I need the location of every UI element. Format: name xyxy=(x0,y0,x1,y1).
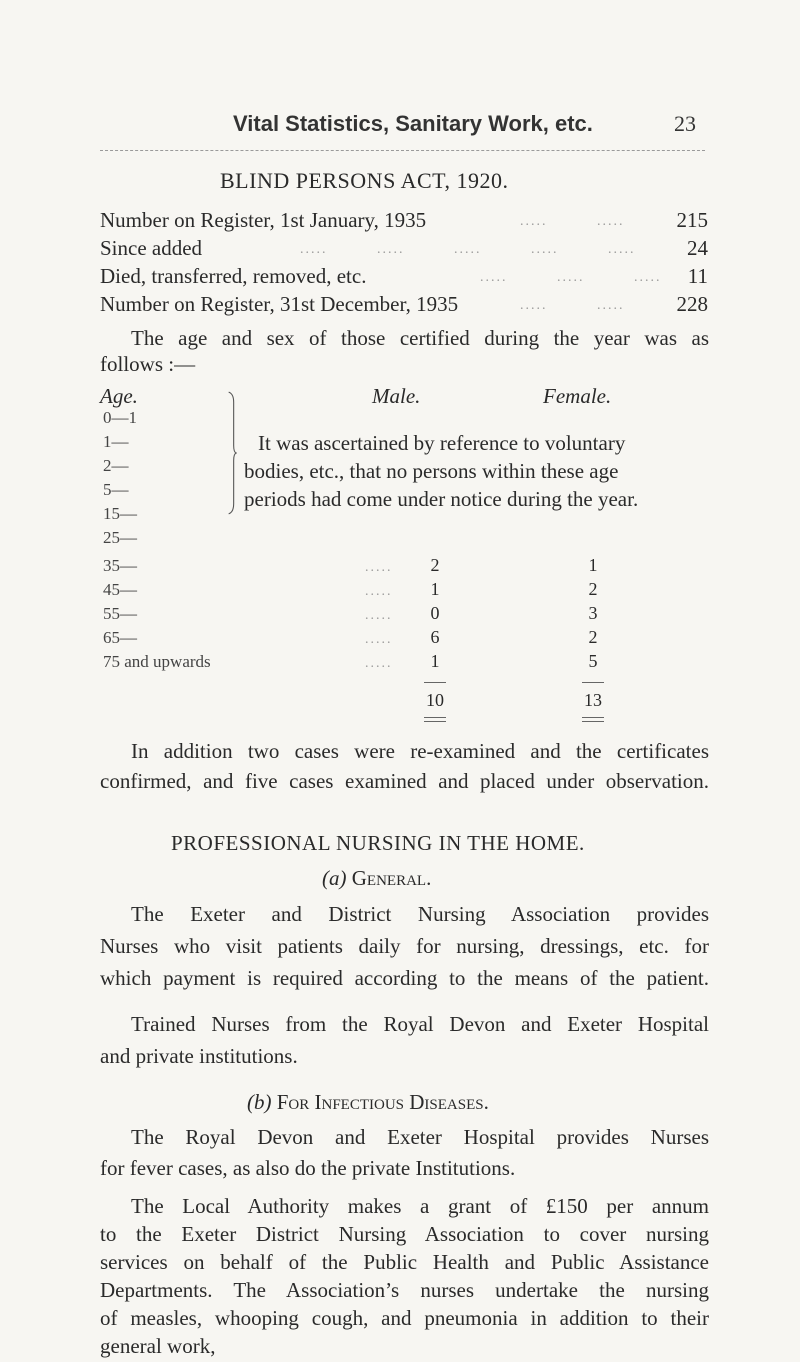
male-total: 10 xyxy=(426,690,444,710)
total-double-rule xyxy=(582,717,604,722)
bracket-note: It was ascertained by reference to voluntary xyxy=(258,431,626,455)
intro-line: follows :— xyxy=(100,352,196,376)
age-label: 55— xyxy=(103,604,137,623)
nursing-para-line: general work, xyxy=(100,1334,216,1358)
col-male-header: Male. xyxy=(372,384,421,408)
infectious-heading-text: For Infectious Diseases. xyxy=(276,1090,489,1114)
nursing-title: PROFESSIONAL NURSING IN THE HOME. xyxy=(171,831,585,855)
bracket-note: periods had come under notice during the year. xyxy=(244,487,639,511)
age-label: 45— xyxy=(103,580,137,599)
leader-dots: ..... ..... xyxy=(520,214,625,229)
running-header-title: Vital Statistics, Sanitary Work, etc. xyxy=(233,111,593,136)
age-label: 35— xyxy=(103,556,137,575)
bracket-brace xyxy=(227,378,237,528)
leader-dots: ..... xyxy=(365,608,393,623)
nursing-para-line: Nurses who visit patients daily for nursing, dressings, etc. for xyxy=(100,934,709,958)
register-row-label: Number on Register, 31st December, 1935 xyxy=(100,292,459,316)
nursing-para-line: The Local Authority makes a grant of £150 per annum xyxy=(131,1194,709,1218)
addition-line: confirmed, and five cases examined and placed under observation. xyxy=(100,769,709,793)
register-row-value: 228 xyxy=(676,292,708,316)
nursing-para-line: to the Exeter District Nursing Association to cover nursing xyxy=(100,1222,709,1246)
female-count: 2 xyxy=(588,579,598,599)
total-rule xyxy=(424,682,446,683)
male-count: 1 xyxy=(430,579,440,599)
male-count: 0 xyxy=(430,603,440,623)
intro-line: The age and sex of those certified during the year was as xyxy=(131,326,709,350)
bracket-note: bodies, etc., that no persons within these age xyxy=(244,459,619,483)
nursing-para-line: which payment is required according to the means of the patient. xyxy=(100,966,709,990)
page-number: 23 xyxy=(674,111,696,136)
age-label: 65— xyxy=(103,628,137,647)
male-count: 1 xyxy=(430,651,440,671)
leader-dots: ..... ..... ..... xyxy=(480,270,662,285)
nursing-para-line: The Exeter and District Nursing Association provides xyxy=(131,902,709,926)
blind-act-title: BLIND PERSONS ACT, 1920. xyxy=(220,168,509,193)
register-row-label: Since added xyxy=(100,236,203,260)
register-row-label: Number on Register, 1st January, 1935 xyxy=(100,208,427,232)
female-count: 5 xyxy=(588,651,598,671)
nursing-para-line: The Royal Devon and Exeter Hospital provides Nurses xyxy=(131,1125,709,1149)
col-female-header: Female. xyxy=(543,384,612,408)
total-double-rule xyxy=(424,717,446,722)
infectious-heading-prefix: (b) xyxy=(247,1090,272,1114)
nursing-para-line: Trained Nurses from the Royal Devon and Exeter Hospital xyxy=(131,1012,709,1036)
leader-dots: ..... ..... ..... ..... ..... xyxy=(300,242,636,257)
male-count: 2 xyxy=(430,555,440,575)
col-age-header: Age. xyxy=(100,384,138,408)
female-count: 2 xyxy=(588,627,598,647)
general-heading-prefix: (a) xyxy=(322,866,347,890)
leader-dots: ..... xyxy=(365,632,393,647)
register-row-value: 11 xyxy=(687,264,708,288)
leader-dots: ..... ..... xyxy=(520,298,625,313)
addition-line: In addition two cases were re-examined and the certificates xyxy=(131,739,709,763)
nursing-para-line: Departments. The Association’s nurses undertake the nursing xyxy=(100,1278,709,1302)
total-rule xyxy=(582,682,604,683)
age-label: 5— xyxy=(103,480,129,499)
female-count: 3 xyxy=(588,603,598,623)
female-count: 1 xyxy=(588,555,598,575)
register-row-value: 24 xyxy=(687,236,708,260)
leader-dots: ..... xyxy=(365,560,393,575)
register-row-value: 215 xyxy=(676,208,708,232)
leader-dots: ..... xyxy=(365,584,393,599)
male-count: 6 xyxy=(430,627,440,647)
age-label: 2— xyxy=(103,456,129,475)
leader-dots: ..... xyxy=(365,656,393,671)
register-row-label: Died, transferred, removed, etc. xyxy=(100,264,367,288)
header-rule xyxy=(100,150,705,151)
general-heading-text: General. xyxy=(351,866,432,890)
nursing-para-line: for fever cases, as also do the private Institutions. xyxy=(100,1156,516,1180)
female-total: 13 xyxy=(584,690,602,710)
age-label: 15— xyxy=(103,504,137,523)
general-heading xyxy=(322,866,431,891)
nursing-para-line: of measles, whooping cough, and pneumonia in addition to their xyxy=(100,1306,709,1330)
age-label: 25— xyxy=(103,528,137,547)
nursing-para-line: services on behalf of the Public Health and Public Assistance xyxy=(100,1250,709,1274)
nursing-para-line: and private institutions. xyxy=(100,1044,298,1068)
age-label: 0—1 xyxy=(103,408,137,427)
age-label: 75 and upwards xyxy=(103,652,211,671)
infectious-heading xyxy=(247,1090,489,1115)
age-label: 1— xyxy=(103,432,129,451)
